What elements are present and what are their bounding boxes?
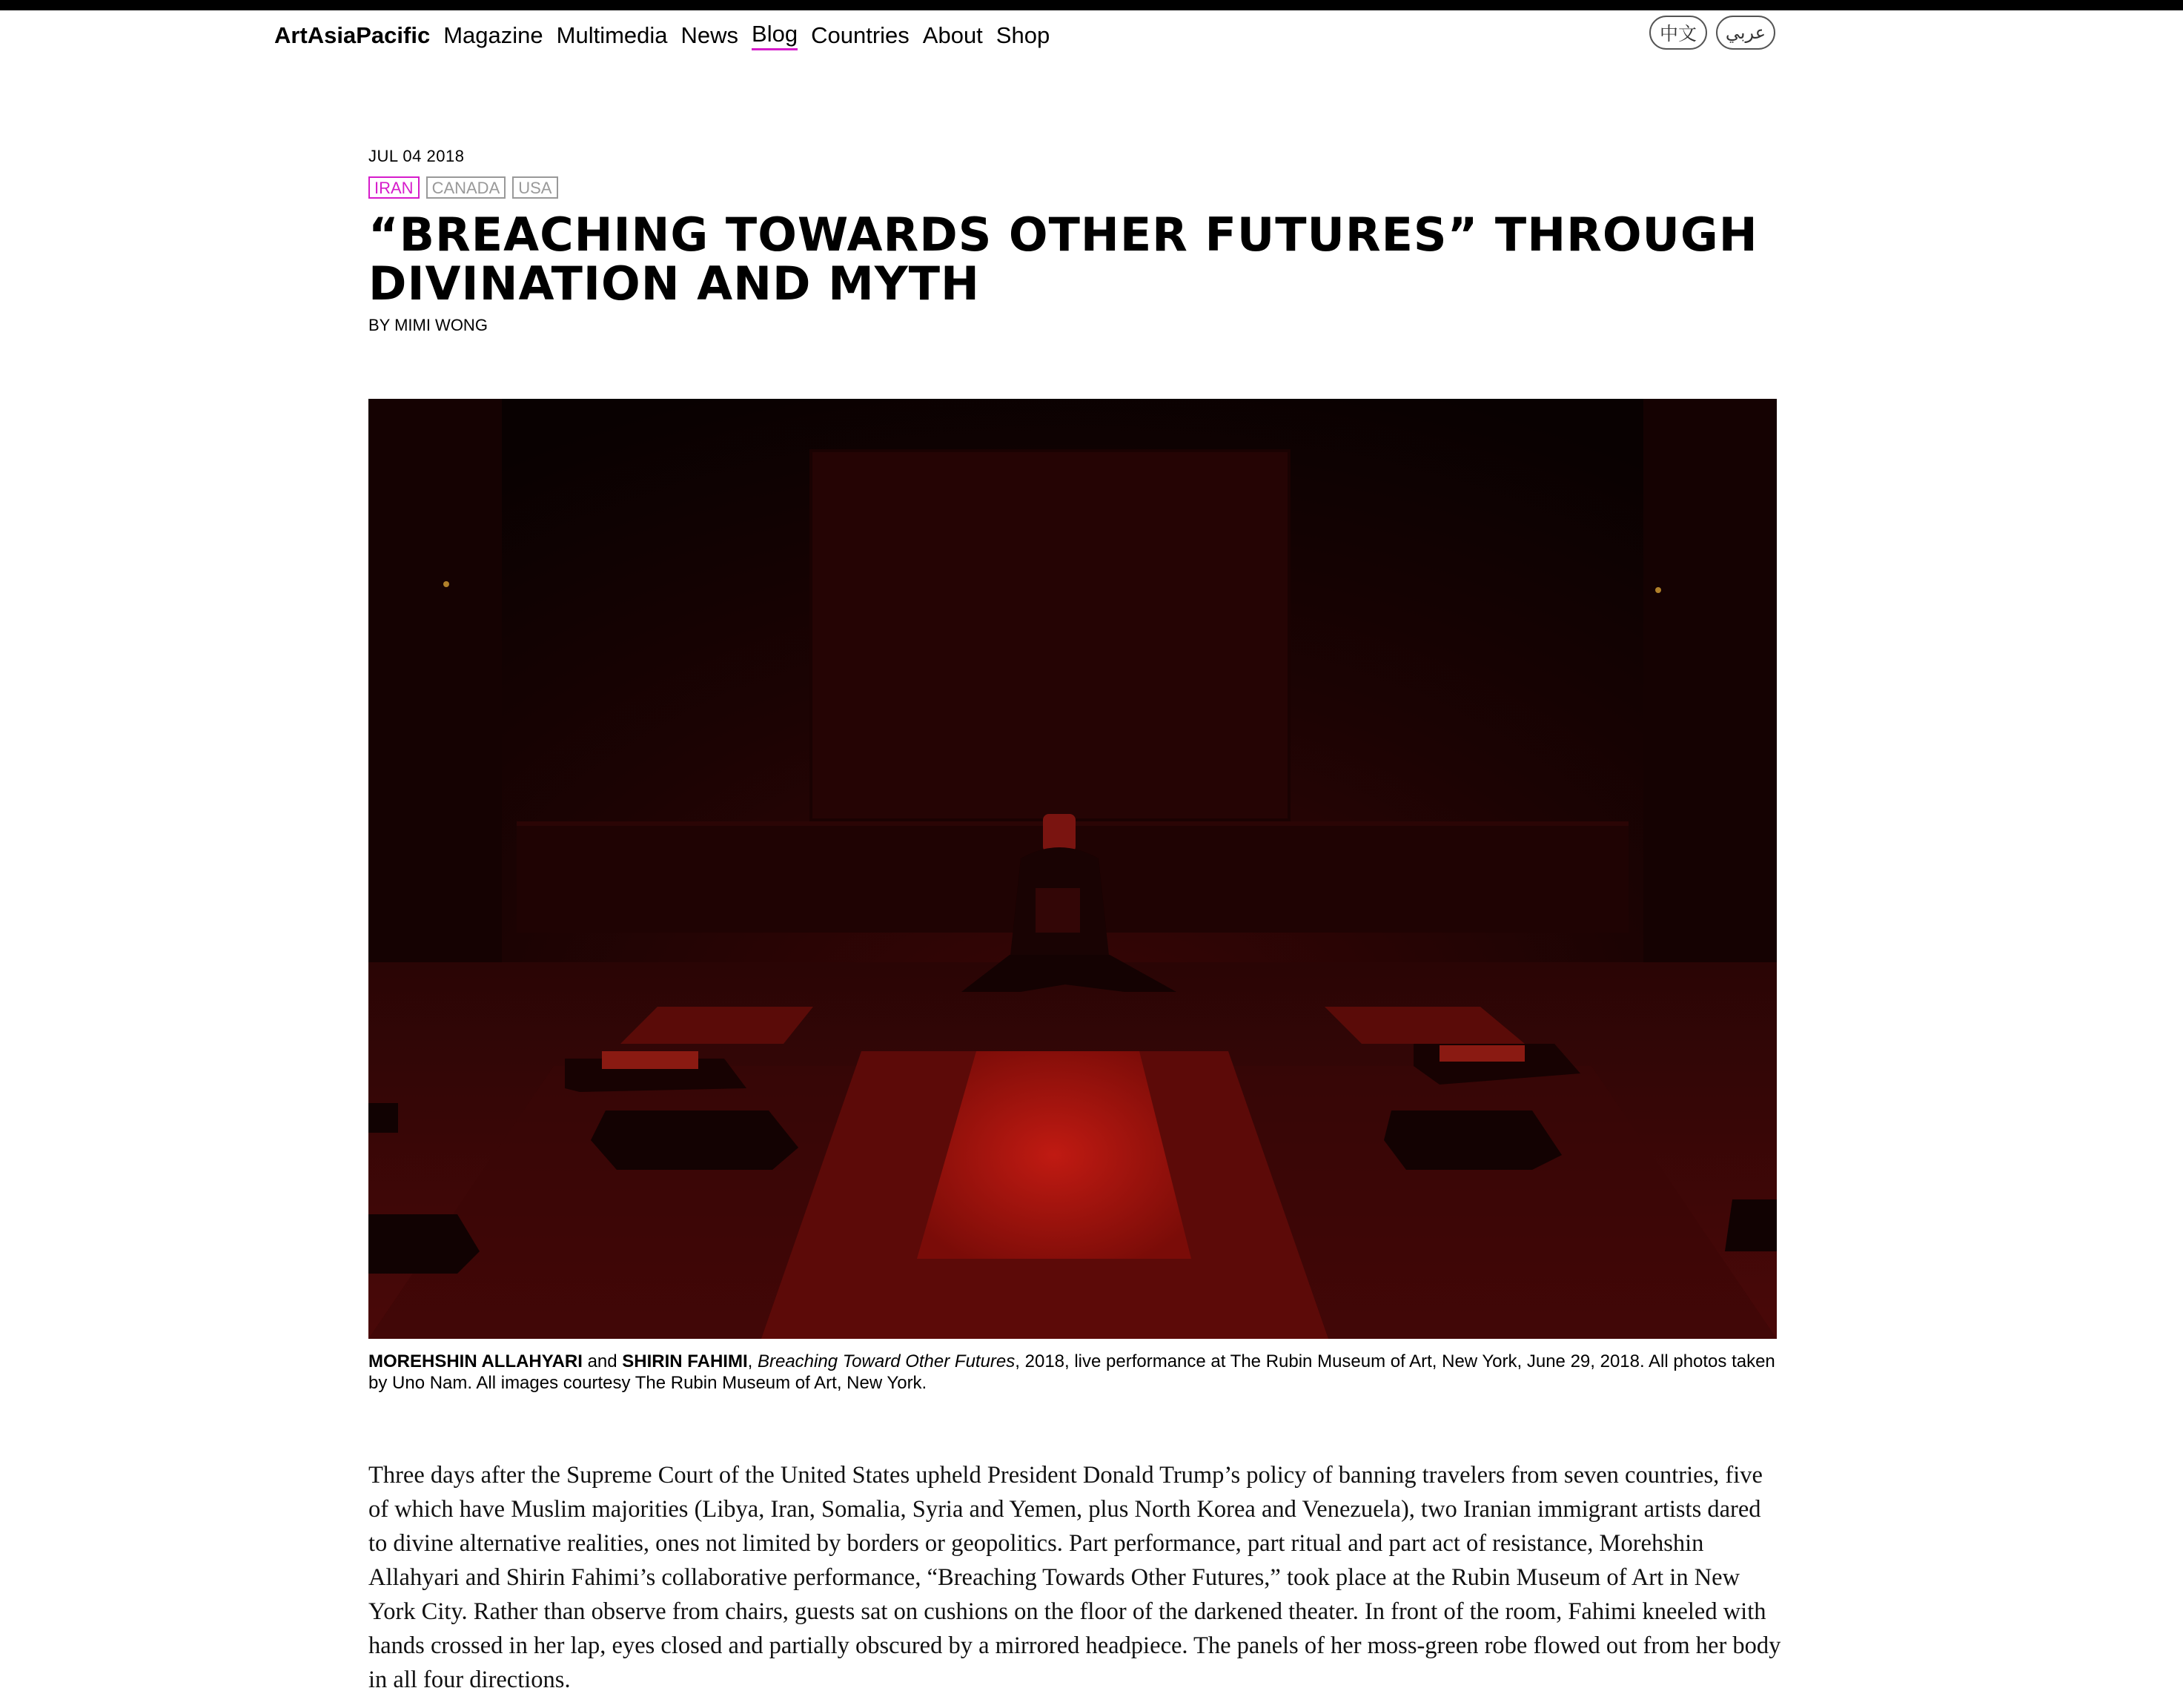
image-caption <box>368 1351 1777 1394</box>
performance-photo <box>368 399 1777 1339</box>
caption-work-title: Breaching Toward Other Futures <box>757 1351 1016 1371</box>
caption-details: , 2018, live performance at The Rubin Museum of Art, New York, June 29, 2018. All photos taken by Uno Nam. All images courtesy The Rubin Museum of Art, New York. <box>368 1351 1775 1393</box>
caption-comma: , <box>747 1351 758 1371</box>
nav-link-about[interactable]: About <box>922 22 983 48</box>
tag-iran[interactable]: IRAN <box>368 176 420 199</box>
language-arabic-button[interactable]: عربي <box>1716 16 1775 50</box>
nav-link-countries[interactable]: Countries <box>811 22 910 48</box>
nav-link-shop[interactable]: Shop <box>996 22 1050 48</box>
caption-artist-1: MOREHSHIN ALLAHYARI <box>368 1351 583 1371</box>
brand-logo-link[interactable]: ArtAsiaPacific <box>274 22 431 48</box>
nav-link-news[interactable]: News <box>680 22 739 48</box>
article-body-paragraph: Three days after the Supreme Court of the United States upheld President Donald Trump’s policy of banning travelers from seven countries, five of which have Muslim majorities (Libya, Iran, Somalia, Syria and Yemen, plus North Korea and Venezuela), two Iranian immigrant artists dared to divine alternative realities, ones not limited by borders or geopolitics. Part performance, part ritual and part act of resistance, Morehshin Allahyari and Shirin Fahimi’s collaborative performance, “Breaching Towards Other Futures,” took place at the Rubin Museum of Art in New York City. Rather than observe from chairs, guests sat on cushions on the floor of the darkened theater. In front of the room, Fahimi kneeled with hands crossed in her lap, eyes closed and partially obscured by a mirrored headpiece. The panels of her moss-green robe flowed out from her body in all four directions. <box>368 1462 1781 1693</box>
tag-canada[interactable]: CANADA <box>426 176 506 199</box>
main-nav <box>274 13 1063 58</box>
nav-link-multimedia[interactable]: Multimedia <box>556 22 668 48</box>
article-header <box>368 145 1777 337</box>
caption-conjunction: and <box>582 1351 623 1371</box>
caption-artist-2: SHIRIN FAHIMI <box>622 1351 748 1371</box>
article-byline: BY MIMI WONG <box>368 316 488 334</box>
nav-link-magazine[interactable]: Magazine <box>443 22 543 48</box>
country-tags <box>368 176 1777 202</box>
performance-photo-illustration <box>368 399 1777 1339</box>
nav-link-blog[interactable]: Blog <box>752 21 798 50</box>
article-title: “BREACHING TOWARDS OTHER FUTURES” THROUGH DIVINATION AND MYTH <box>368 208 1758 311</box>
article-date: JUL 04 2018 <box>368 147 465 165</box>
top-black-bar <box>0 0 2183 10</box>
language-chinese-button[interactable]: 中文 <box>1649 16 1707 50</box>
tag-usa[interactable]: USA <box>512 176 557 199</box>
